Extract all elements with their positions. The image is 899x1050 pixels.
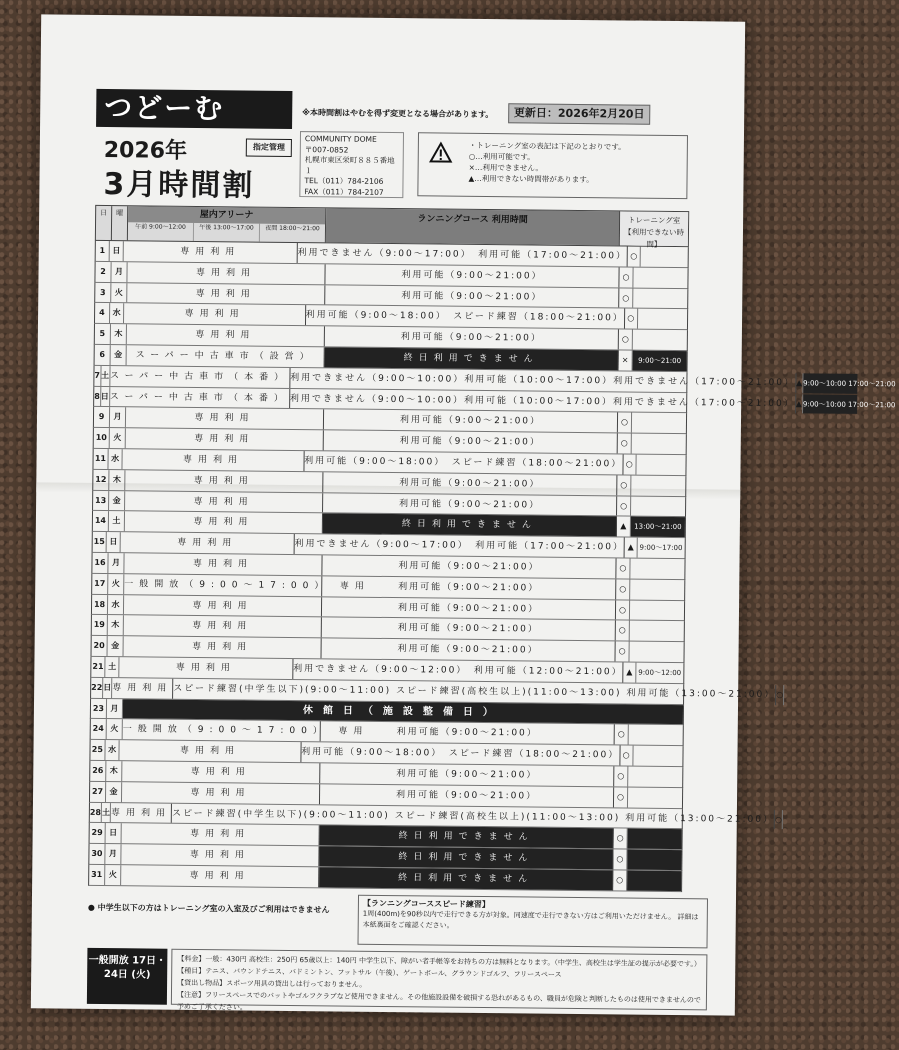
row-running-course: 利用可能（9:00〜18:00） スピード練習（18:00〜21:00） bbox=[301, 742, 620, 765]
row-running-course: 利用可能（9:00〜21:00） bbox=[325, 327, 619, 350]
row-running-course: 利用可能（9:00〜21:00） bbox=[322, 576, 616, 599]
row-training-time: 9:00〜10:00 17:00〜21:00 bbox=[803, 394, 857, 414]
row-day: 11 bbox=[93, 449, 108, 469]
row-training-mark: ○ bbox=[625, 309, 638, 329]
row-weekday: 月 bbox=[111, 262, 127, 282]
row-training-time bbox=[630, 621, 684, 641]
row-day: 14 bbox=[93, 511, 109, 531]
row-weekday: 火 bbox=[105, 865, 121, 885]
row-running-course: 利用可能（9:00〜21:00） bbox=[320, 763, 614, 786]
row-training-mark: ○ bbox=[617, 475, 631, 495]
row-arena: スーパー中古車市（本番） bbox=[110, 387, 290, 409]
row-arena: 専用利用 bbox=[111, 803, 172, 823]
row-training-time: 13:00〜21:00 bbox=[631, 517, 685, 537]
row-training-time: 9:00〜12:00 bbox=[636, 663, 684, 683]
row-weekday: 火 bbox=[107, 719, 123, 739]
page-title: 3月時間割 bbox=[103, 159, 254, 205]
legend-line: ▲…利用できない時間帯があります。 bbox=[468, 173, 680, 186]
row-training-mark: ○ bbox=[618, 434, 632, 454]
row-arena: スーパー中古車市（設営） bbox=[127, 345, 325, 367]
row-weekday: 日 bbox=[106, 823, 122, 843]
row-day: 26 bbox=[90, 761, 106, 781]
year: 2026年 bbox=[104, 133, 188, 165]
row-arena: 専用利用 bbox=[127, 324, 325, 346]
row-weekday: 金 bbox=[108, 636, 124, 656]
row-training-time bbox=[629, 725, 683, 745]
row-training-mark: ○ bbox=[617, 496, 631, 516]
logo: つどーむ bbox=[96, 89, 292, 129]
row-training-mark: ▲ bbox=[617, 517, 631, 537]
row-weekday: 月 bbox=[105, 844, 121, 864]
row-running-course: 利用可能（9:00〜18:00） スピード練習（18:00〜21:00） bbox=[304, 451, 623, 474]
row-training-mark: ○ bbox=[613, 870, 627, 890]
row-training-mark: ○ bbox=[619, 330, 633, 350]
row-running-course: 利用可能（9:00〜21:00） bbox=[320, 784, 614, 807]
row-training-mark: ○ bbox=[616, 558, 630, 578]
row-running-course: 利用可能（9:00〜18:00） スピード練習（18:00〜21:00） bbox=[306, 306, 625, 329]
row-arena: 専用利用 bbox=[127, 283, 325, 305]
row-weekday: 水 bbox=[105, 740, 120, 760]
row-running-course: 利用可能（9:00〜21:00） bbox=[322, 618, 616, 641]
legend-line: ○…利用可能です。 bbox=[469, 151, 681, 164]
row-arena: 専用利用 bbox=[120, 740, 301, 762]
row-day: 3 bbox=[95, 283, 111, 303]
brand-mark: 指定管理 bbox=[246, 138, 292, 156]
row-day: 23 bbox=[91, 698, 107, 718]
row-arena: 専用利用 bbox=[112, 678, 173, 698]
row-weekday: 水 bbox=[108, 595, 124, 615]
row-arena: 専用利用 bbox=[121, 844, 319, 866]
row-training-time bbox=[632, 434, 686, 454]
header-training-room: トレーニング室 【利用できない時間】 bbox=[620, 211, 688, 246]
row-training-time bbox=[633, 330, 687, 350]
header-day: 日 bbox=[96, 206, 112, 240]
row-day: 20 bbox=[92, 636, 108, 656]
info-box bbox=[171, 948, 708, 1010]
row-training-time: 9:00〜10:00 17:00〜21:00 bbox=[803, 373, 857, 393]
row-weekday: 金 bbox=[106, 782, 122, 802]
row-day: 6 bbox=[95, 345, 111, 365]
row-training-mark: ○ bbox=[616, 621, 630, 641]
header-period-pm: 午後 13:00〜17:00 bbox=[194, 223, 260, 242]
row-holiday: 休館日（施設整備日） bbox=[123, 699, 683, 725]
legend-box bbox=[417, 132, 688, 199]
warning-icon bbox=[429, 141, 453, 163]
row-training-mark: ○ bbox=[614, 829, 628, 849]
footer-note: ● 中学生以下の方はトレーニング室の入室及びご利用はできません bbox=[88, 902, 330, 916]
row-training-mark: ▲ bbox=[796, 394, 803, 414]
row-weekday: 木 bbox=[108, 615, 124, 635]
row-training-mark: ○ bbox=[776, 685, 784, 705]
row-training-mark: ○ bbox=[619, 267, 633, 287]
row-day: 16 bbox=[92, 553, 108, 573]
row-arena: 専用利用 bbox=[124, 241, 298, 263]
row-arena: 一般開放（9:00〜17:00） 専用 bbox=[124, 574, 322, 596]
row-training-time bbox=[633, 267, 687, 287]
row-weekday: 土 bbox=[102, 803, 111, 823]
row-training-mark: ▲ bbox=[796, 373, 803, 393]
row-training-mark: ○ bbox=[615, 642, 629, 662]
info-line: 【注意】フリースペースでのバットやゴルフクラブなど使用できません。その他施設設備を破損する恐れがあるもの、職員が危険と判断したものは使用できませんので予めご了承ください。 bbox=[177, 989, 701, 1018]
speed-practice-title: 【ランニングコーススピード練習】 bbox=[363, 897, 703, 912]
row-day: 30 bbox=[89, 844, 105, 864]
row-running-course: 利用できません（9:00〜17:00） 利用可能（17:00〜21:00） bbox=[297, 243, 628, 266]
row-training-time bbox=[630, 579, 684, 599]
row-running-course: 利用可能（9:00〜21:00） bbox=[324, 430, 618, 453]
row-day: 1 bbox=[96, 241, 110, 261]
row-day: 19 bbox=[92, 615, 108, 635]
row-training-mark: ○ bbox=[613, 849, 627, 869]
row-arena: 専用利用 bbox=[124, 616, 322, 638]
contact-postal: 〒007-0852 bbox=[305, 145, 399, 156]
row-arena: スーパー中古車市（本番） bbox=[110, 366, 290, 388]
row-weekday: 火 bbox=[110, 428, 126, 448]
row-weekday: 日 bbox=[110, 241, 124, 261]
row-training-time bbox=[631, 496, 685, 516]
row-arena: 専用利用 bbox=[121, 532, 295, 554]
row-running-course: 利用可能（9:00〜21:00） bbox=[325, 285, 619, 308]
row-training-mark: ○ bbox=[628, 247, 641, 267]
row-arena: 専用利用 bbox=[125, 512, 323, 534]
row-day: 25 bbox=[90, 740, 105, 760]
row-weekday: 金 bbox=[111, 345, 127, 365]
row-arena: 専用利用 bbox=[126, 428, 324, 450]
row-day: 15 bbox=[93, 532, 107, 552]
row-day: 10 bbox=[94, 428, 110, 448]
row-running-course: 利用可能（9:00〜21:00） bbox=[321, 638, 615, 661]
general-open-label: 一般開放 17日・24日 (火) bbox=[87, 948, 168, 1005]
speed-practice-text: 1周(400m)を90秒以内で走行できる方が対象。同速度で走行できない方はご利用いただけません。 詳細は本紙裏面をご確認ください。 bbox=[363, 908, 703, 934]
info-line: 【種目】テニス、バウンドテニス、バドミントン、フットサル（午後）、ゲートボール、グラウンドゴルフ、フリースペース bbox=[177, 965, 701, 982]
row-weekday: 土 bbox=[101, 366, 110, 386]
row-arena: 専用利用 bbox=[122, 824, 320, 846]
row-training-mark: ○ bbox=[616, 579, 630, 599]
row-arena: 専用利用 bbox=[122, 761, 320, 783]
header-period-night: 夜間 18:00〜21:00 bbox=[260, 224, 325, 243]
row-arena: 専用利用 bbox=[124, 636, 322, 658]
row-training-mark: ▲ bbox=[625, 538, 638, 558]
row-weekday: 日 bbox=[101, 387, 110, 407]
row-running-course: 利用可能（9:00〜21:00） bbox=[324, 410, 618, 433]
row-day: 31 bbox=[89, 865, 105, 885]
row-training-mark: × bbox=[619, 350, 633, 370]
row-training-time bbox=[640, 247, 688, 267]
row-arena: 専用利用 bbox=[125, 491, 323, 513]
row-weekday: 土 bbox=[105, 657, 119, 677]
row-weekday: 日 bbox=[103, 678, 112, 698]
row-training-time: 9:00〜17:00 bbox=[637, 538, 685, 558]
row-weekday: 木 bbox=[109, 470, 125, 490]
row-day: 18 bbox=[92, 594, 108, 614]
row-training-mark: ○ bbox=[615, 725, 629, 745]
row-training-time bbox=[633, 746, 683, 766]
update-date: 更新日：2026年2月20日 bbox=[508, 103, 650, 124]
info-line: 【料金】一般：430円 高校生：250円 65歳以上：140円 中学生以下、障がい者手帳等をお持ちの方は無料となります。（中学生、高校生は学生証の提示が必要です。） bbox=[177, 953, 701, 970]
row-day: 9 bbox=[94, 407, 110, 427]
contact-address: 札幌市東区栄町８８５番地１ bbox=[305, 155, 399, 177]
contact-name: COMMUNITY DOME bbox=[305, 134, 399, 145]
row-training-mark: ○ bbox=[618, 413, 632, 433]
table-header bbox=[95, 205, 689, 247]
row-running-course: 利用可能（9:00〜21:00） bbox=[323, 472, 617, 495]
row-training-time bbox=[627, 850, 681, 870]
row-running-course: 利用できません（9:00〜17:00） 利用可能（17:00〜21:00） bbox=[294, 534, 625, 557]
row-arena: 専用利用 bbox=[122, 782, 320, 804]
row-arena: 一般開放（9:00〜17:00） 専用 bbox=[123, 720, 321, 742]
row-training-time bbox=[632, 413, 686, 433]
row-running-course: スピード練習(中学生以下)(9:00〜11:00) スピード練習(高校生以上)(11:00〜13:00) 利用可能（13:00〜21:00） bbox=[173, 678, 776, 704]
row-running-course: 終日利用できません bbox=[325, 347, 619, 370]
row-training-time bbox=[638, 309, 688, 329]
row-weekday: 金 bbox=[109, 491, 125, 511]
row-training-time bbox=[630, 558, 684, 578]
row-weekday: 水 bbox=[108, 449, 123, 469]
row-arena: 専用利用 bbox=[120, 657, 294, 679]
row-day: 5 bbox=[95, 324, 111, 344]
header-period-am: 午前 9:00〜12:00 bbox=[128, 222, 194, 241]
contact-tel: TEL（011）784-2106 bbox=[304, 176, 398, 187]
info-line: 【貸出し物品】スポーツ用具の貸出しは行っておりません。 bbox=[177, 977, 701, 994]
row-training-time bbox=[636, 455, 686, 475]
contact-fax: FAX（011）784-2107 bbox=[304, 187, 398, 198]
row-weekday: 火 bbox=[108, 574, 124, 594]
row-running-course: 利用可能（9:00〜21:00） bbox=[323, 493, 617, 516]
row-day: 4 bbox=[95, 303, 110, 323]
contact-box bbox=[299, 131, 404, 198]
row-running-course: 利用可能（9:00〜21:00） bbox=[321, 722, 615, 745]
row-day: 24 bbox=[91, 719, 107, 739]
row-arena: 専用利用 bbox=[121, 865, 319, 887]
header-running-course: ランニングコース 利用時間 bbox=[326, 208, 620, 245]
header-arena-periods bbox=[128, 222, 325, 242]
footer bbox=[86, 892, 708, 1048]
row-running-course: 利用可能（9:00〜21:00） bbox=[322, 597, 616, 620]
row-arena: 専用利用 bbox=[124, 304, 305, 326]
row-running-course: 利用できません（9:00〜10:00）利用可能（10:00〜17:00）利用できません（17:00〜21:00） bbox=[290, 368, 796, 393]
row-training-mark: ○ bbox=[620, 746, 633, 766]
header-arena-title: 屋内アリーナ bbox=[128, 206, 325, 224]
row-arena: 専用利用 bbox=[125, 470, 323, 492]
row-weekday: 日 bbox=[107, 532, 121, 552]
row-running-course: 終日利用できません bbox=[320, 826, 614, 849]
legend-line: ・トレーニング室の表記は下記のとおりです。 bbox=[469, 140, 681, 153]
row-training-mark: ○ bbox=[623, 454, 636, 474]
row-arena: 専用利用 bbox=[124, 553, 322, 575]
row-running-course: スピード練習(中学生以下)(9:00〜11:00) スピード練習(高校生以上)(11:00〜13:00) 利用可能（13:00〜21:00） bbox=[172, 803, 775, 829]
row-day: 8 bbox=[94, 386, 101, 406]
row-running-course: 利用できません（9:00〜12:00） 利用可能（12:00〜21:00） bbox=[293, 659, 624, 682]
row-training-time bbox=[628, 787, 682, 807]
row-day: 28 bbox=[90, 802, 102, 822]
row-arena: 専用利用 bbox=[126, 408, 324, 430]
header bbox=[95, 85, 720, 210]
row-weekday: 水 bbox=[110, 303, 125, 323]
row-training-mark: ○ bbox=[614, 766, 628, 786]
row-running-course: 終日利用できません bbox=[319, 867, 613, 890]
row-weekday: 土 bbox=[109, 511, 125, 531]
timetable bbox=[88, 205, 689, 892]
row-weekday: 木 bbox=[106, 761, 122, 781]
row-day: 12 bbox=[93, 470, 109, 490]
row-running-course: 利用可能（9:00〜21:00） bbox=[322, 555, 616, 578]
row-training-time bbox=[631, 475, 685, 495]
legend-line: ×…利用できません。 bbox=[469, 162, 681, 175]
row-day: 27 bbox=[90, 782, 106, 802]
row-training-time bbox=[628, 766, 682, 786]
row-arena: 専用利用 bbox=[124, 595, 322, 617]
row-day: 7 bbox=[94, 366, 101, 386]
row-day: 13 bbox=[93, 490, 109, 510]
row-arena: 専用利用 bbox=[127, 262, 325, 284]
row-training-time: 9:00〜21:00 bbox=[633, 351, 687, 371]
row-day: 2 bbox=[95, 262, 111, 282]
row-training-mark: ○ bbox=[619, 288, 633, 308]
row-training-time bbox=[628, 829, 682, 849]
row-running-course: 終日利用できません bbox=[323, 514, 617, 537]
row-day: 21 bbox=[91, 657, 105, 677]
row-running-course: 利用できません（9:00〜10:00）利用可能（10:00〜17:00）利用できません（17:00〜21:00） bbox=[290, 389, 796, 414]
row-arena: 専用利用 bbox=[123, 449, 304, 471]
timetable-sheet bbox=[31, 14, 745, 1015]
row-weekday: 月 bbox=[110, 407, 126, 427]
row-running-course: 終日利用できません bbox=[319, 846, 613, 869]
row-weekday: 月 bbox=[107, 699, 123, 719]
row-day: 29 bbox=[90, 823, 106, 843]
row-training-mark: ○ bbox=[616, 600, 630, 620]
row-training-mark: ○ bbox=[775, 810, 783, 830]
table-body bbox=[88, 241, 689, 892]
row-weekday: 火 bbox=[111, 283, 127, 303]
row-day: 22 bbox=[91, 678, 103, 698]
header-weekday: 曜 bbox=[112, 206, 128, 240]
row-training-time bbox=[627, 870, 681, 890]
row-day: 17 bbox=[92, 574, 108, 594]
row-weekday: 木 bbox=[111, 324, 127, 344]
row-training-mark: ○ bbox=[614, 787, 628, 807]
notice: ※本時間割はやむを得ず変更となる場合があります。 bbox=[302, 107, 493, 120]
row-weekday: 月 bbox=[108, 553, 124, 573]
row-training-time bbox=[629, 642, 683, 662]
row-training-time bbox=[633, 288, 687, 308]
row-running-course: 利用可能（9:00〜21:00） bbox=[325, 264, 619, 287]
row-training-time bbox=[630, 600, 684, 620]
header-arena bbox=[128, 206, 326, 242]
speed-practice-box bbox=[358, 894, 709, 948]
row-training-mark: ▲ bbox=[624, 662, 637, 682]
